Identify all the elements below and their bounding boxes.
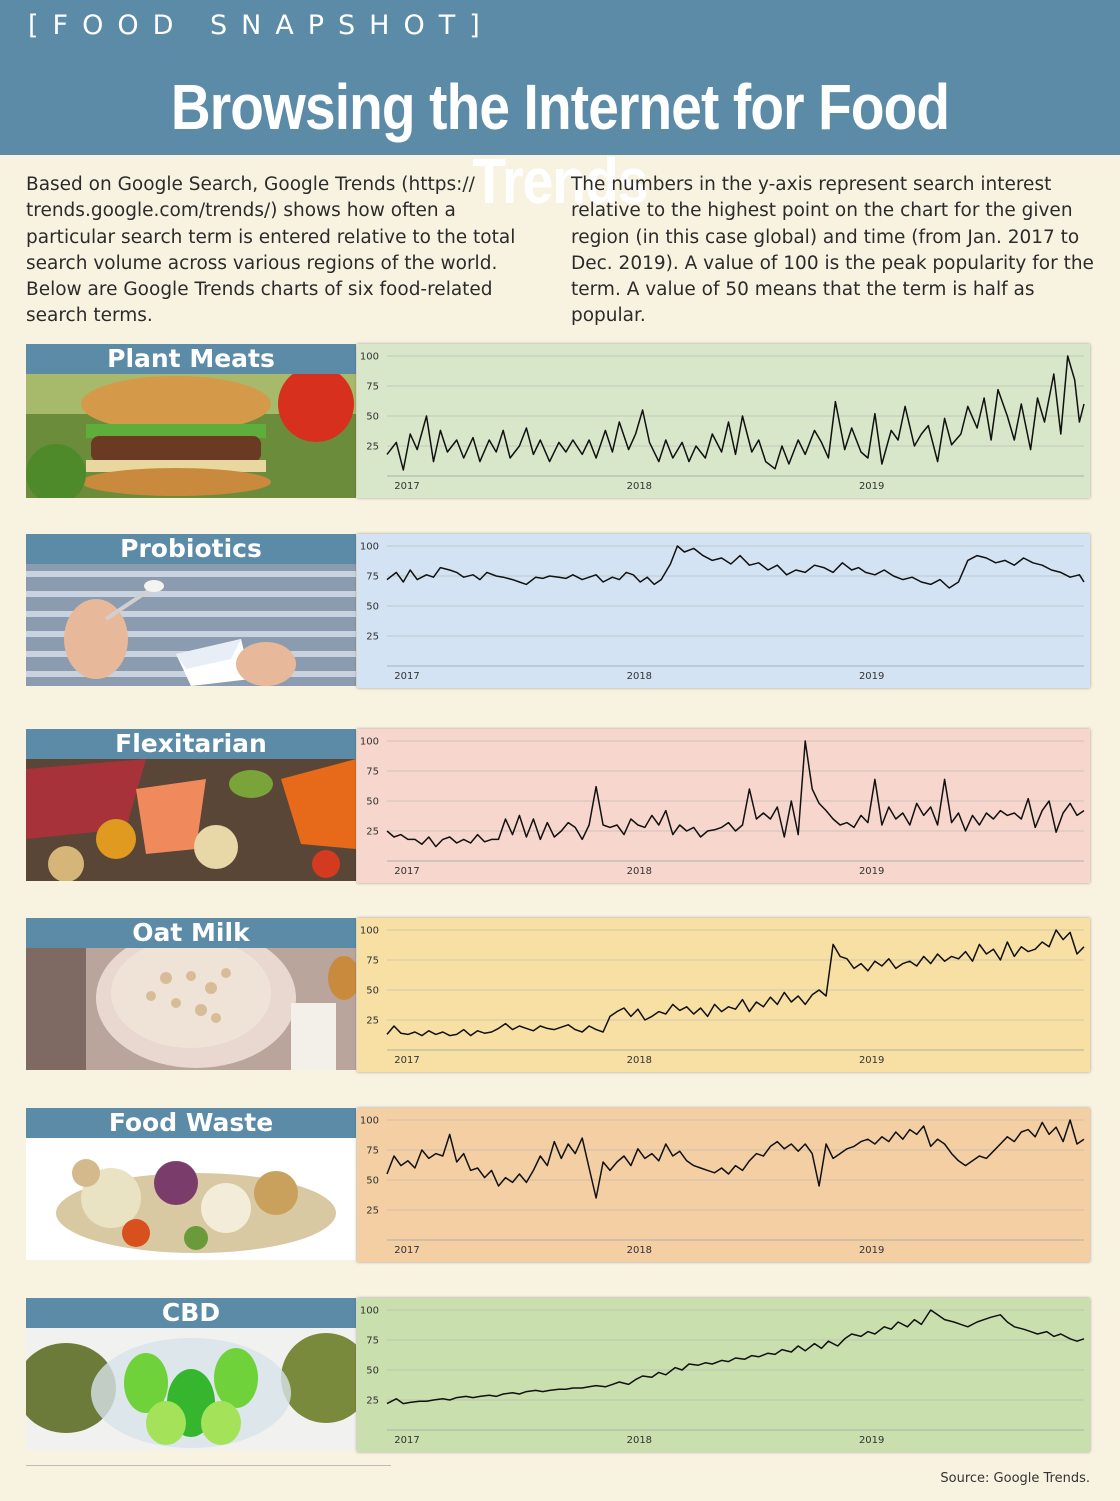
y-tick-label: 100: [359, 1305, 379, 1317]
source-note: Source: Google Trends.: [940, 1471, 1090, 1486]
header-banner: [0, 0, 1120, 217]
chart-row-probiotics: [26, 534, 1090, 688]
y-tick-label: 50: [366, 411, 379, 423]
y-tick-label: 100: [359, 351, 379, 363]
y-tick-label: 75: [366, 1335, 379, 1347]
x-tick-label: 2018: [626, 481, 653, 492]
chart-title: CBD: [26, 1298, 356, 1328]
chart-background: [357, 1108, 1090, 1262]
y-tick-label: 50: [366, 601, 379, 613]
chart-oat-milk: [357, 918, 1090, 1072]
y-tick-label: 100: [359, 736, 379, 748]
x-tick-label: 2018: [626, 866, 653, 877]
cbd-gummies-photo: [26, 1328, 356, 1452]
x-tick-label: 2017: [394, 1055, 420, 1066]
chart-food-waste: [357, 1108, 1090, 1262]
intro-left-text: Based on Google Search, Google Trends (https:// trends.google.com/trends/) shows how often a particular search term is entered relative to the total search volume across various regions of the world. Below are Google Trends charts of six food-related search terms.: [26, 174, 516, 327]
chart-background: [357, 918, 1090, 1072]
y-tick-label: 25: [366, 826, 379, 838]
y-tick-label: 50: [366, 985, 379, 997]
chart-row-oat-milk: [26, 918, 1090, 1072]
y-tick-label: 25: [366, 1395, 379, 1407]
x-tick-label: 2018: [626, 671, 653, 682]
trend-chart-svg: [357, 918, 1090, 1072]
flexitarian-foods-photo: [26, 759, 356, 883]
x-tick-label: 2019: [858, 671, 885, 682]
x-tick-label: 2018: [626, 1245, 653, 1256]
y-tick-label: 75: [366, 381, 379, 393]
y-tick-label: 75: [366, 955, 379, 967]
chart-row-flexitarian: [26, 729, 1090, 883]
y-tick-label: 25: [366, 1205, 379, 1217]
chart-plant-meats: [357, 344, 1090, 498]
y-tick-label: 100: [359, 925, 379, 937]
chart-probiotics: [357, 534, 1090, 688]
probiotic-yogurt-photo: [26, 564, 356, 688]
chart-row-plant-meats: [26, 344, 1090, 498]
trend-chart-svg: [357, 534, 1090, 688]
y-tick-label: 25: [366, 631, 379, 643]
chart-flexitarian: [357, 729, 1090, 883]
y-tick-label: 50: [366, 1175, 379, 1187]
chart-row-cbd: [26, 1298, 1090, 1452]
y-tick-label: 75: [366, 1145, 379, 1157]
y-tick-label: 75: [366, 571, 379, 583]
chart-title: Flexitarian: [26, 729, 356, 759]
y-tick-label: 25: [366, 441, 379, 453]
y-tick-label: 25: [366, 1015, 379, 1027]
page-title: Browsing the Internet for Food Trends: [170, 71, 950, 217]
trend-chart-svg: [357, 344, 1090, 498]
x-tick-label: 2017: [394, 1245, 420, 1256]
x-tick-label: 2019: [858, 866, 885, 877]
x-tick-label: 2018: [626, 1055, 653, 1066]
source-divider: [26, 1465, 391, 1466]
x-tick-label: 2018: [626, 1435, 653, 1446]
intro-right-text: The numbers in the y-axis represent search interest relative to the highest point on the chart for the given region (in this case global) and time (from Jan. 2017 to Dec. 2019). A value of 100 is the peak popularity for the term. A value of 50 means that the term is half as popular.: [571, 174, 1094, 327]
y-tick-label: 100: [359, 1115, 379, 1127]
y-tick-label: 50: [366, 1365, 379, 1377]
x-tick-label: 2019: [858, 1435, 885, 1446]
food-waste-photo: [26, 1138, 356, 1262]
chart-title: Oat Milk: [26, 918, 356, 948]
trend-chart-svg: [357, 729, 1090, 883]
x-tick-label: 2019: [858, 1245, 885, 1256]
trend-chart-svg: [357, 1298, 1090, 1452]
plant-burger-photo: [26, 374, 356, 498]
chart-title: Probiotics: [26, 534, 356, 564]
x-tick-label: 2017: [394, 671, 420, 682]
x-tick-label: 2017: [394, 866, 420, 877]
chart-background: [357, 344, 1090, 498]
y-tick-label: 50: [366, 796, 379, 808]
chart-title: Plant Meats: [26, 344, 356, 374]
x-tick-label: 2019: [858, 481, 885, 492]
x-tick-label: 2017: [394, 1435, 420, 1446]
kicker: [FOOD SNAPSHOT]: [28, 10, 494, 41]
chart-cbd: [357, 1298, 1090, 1452]
chart-title: Food Waste: [26, 1108, 356, 1138]
x-tick-label: 2017: [394, 481, 420, 492]
y-tick-label: 75: [366, 766, 379, 778]
x-tick-label: 2019: [858, 1055, 885, 1066]
oat-milk-photo: [26, 948, 356, 1072]
y-tick-label: 100: [359, 541, 379, 553]
trend-chart-svg: [357, 1108, 1090, 1262]
chart-background: [357, 729, 1090, 883]
chart-row-food-waste: [26, 1108, 1090, 1262]
